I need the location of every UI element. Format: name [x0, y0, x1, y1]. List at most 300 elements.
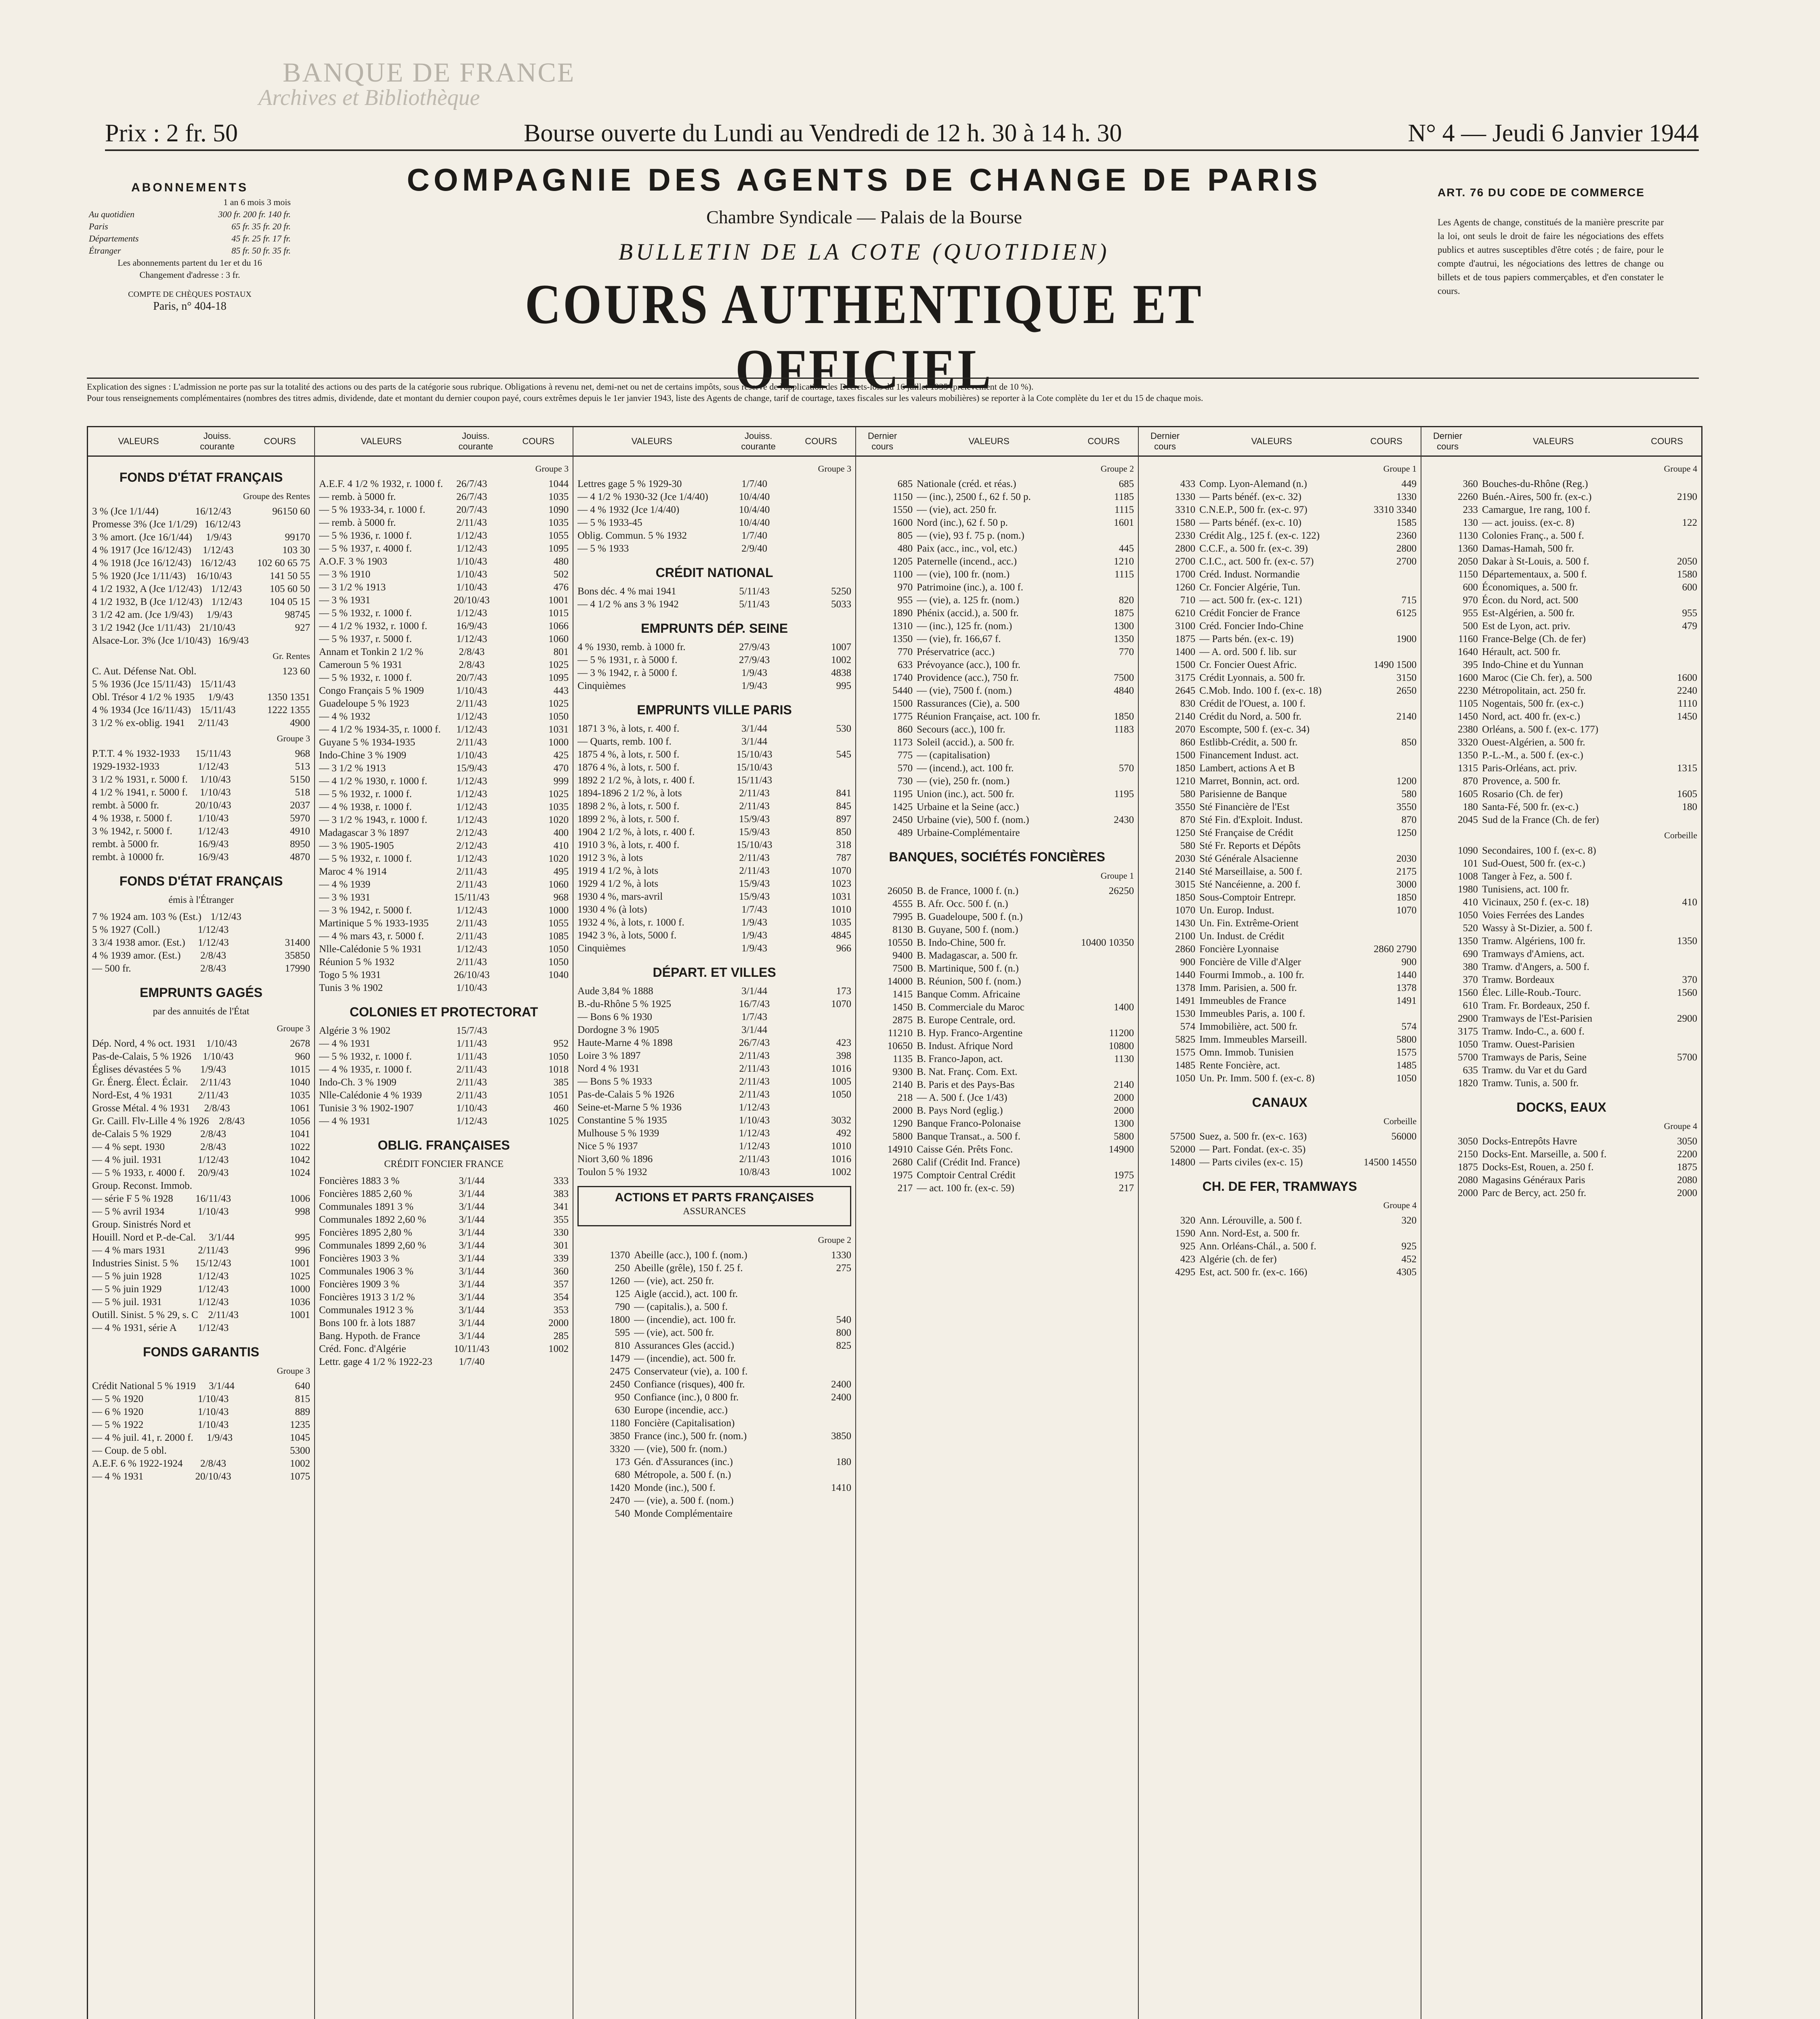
quotation-row	[92, 1179, 310, 1192]
quotation-row	[1425, 491, 1697, 504]
section-subtitle: par des annuités de l'État	[153, 1006, 250, 1017]
previous-price: 680	[615, 1469, 630, 1480]
security-name: Imm. Parisien, a. 500 fr.	[1199, 982, 1297, 993]
previous-price: 8130	[892, 924, 913, 935]
price: 99170	[285, 532, 310, 543]
jouissance-date: 1/10/43	[206, 1038, 237, 1049]
previous-price: 4555	[892, 898, 913, 909]
previous-price: 395	[1463, 659, 1478, 670]
price: 98745	[285, 609, 310, 620]
subscription-row: Étranger 85 fr. 50 fr. 35 fr.	[89, 246, 291, 256]
price: 4910	[290, 826, 310, 837]
jouissance-date: 1/12/43	[456, 789, 487, 800]
security-name: B. Europe Centrale, ord.	[917, 1015, 1016, 1026]
previous-price: 218	[897, 1092, 913, 1103]
security-name: Métropolitain, act. 250 fr.	[1482, 685, 1586, 696]
quotation-row	[92, 557, 310, 570]
security-name: Colonies Franç., a. 500 f.	[1482, 530, 1584, 541]
jouissance-date: 15/11/43	[200, 705, 236, 716]
quotation-row	[1425, 529, 1697, 542]
previous-price: 1980	[1458, 884, 1478, 895]
jouissance-date: 2/8/43	[204, 1103, 230, 1114]
price: 1002	[831, 1167, 852, 1177]
company-name: COMPAGNIE DES AGENTS DE CHANGE DE PARIS	[407, 162, 1322, 197]
price: 410	[1682, 897, 1698, 908]
quotation-row	[92, 609, 310, 621]
price: 180	[836, 1457, 852, 1467]
subscription-row: Départements 45 fr. 25 fr. 17 fr.	[89, 233, 291, 243]
price: 1050	[1396, 1073, 1417, 1084]
security-name: — Part. Fondat. (ex-c. 35)	[1199, 1144, 1306, 1155]
quotation-row	[1425, 814, 1697, 827]
jouissance-date: 10/4/40	[739, 491, 770, 502]
price: 2200	[1677, 1149, 1698, 1160]
group-label: Gr. Rentes	[273, 651, 310, 661]
security-name: Nord (inc.), 62 f. 50 p.	[917, 517, 1008, 528]
previous-price: 1050	[1458, 910, 1478, 921]
price: 285	[553, 1331, 569, 1341]
security-name: Constantine 5 % 1935	[577, 1115, 667, 1126]
quotation-row	[1143, 1266, 1417, 1279]
header-cours: COURS	[264, 436, 296, 446]
header-valeurs: VALEURS	[118, 436, 159, 446]
security-name: Omn. Immob. Tunisien	[1199, 1047, 1294, 1058]
previous-price: 423	[1180, 1254, 1196, 1265]
price: 1605	[1677, 789, 1698, 800]
previous-price: 600	[1463, 582, 1478, 593]
security-name: Aigle (accid.), act. 100 fr.	[634, 1289, 738, 1299]
quotation-row	[1143, 684, 1417, 697]
quotation-row	[577, 1075, 851, 1088]
security-name: — 5 % 1932, r. 1000 f.	[319, 789, 412, 800]
previous-price: 1370	[610, 1250, 630, 1261]
quotation-row	[577, 1101, 851, 1114]
security-name: — (capitalis.), a. 500 f.	[634, 1301, 728, 1312]
quotation-row	[577, 903, 851, 916]
jouissance-date: 1/10/43	[203, 1051, 234, 1062]
jouissance-date: 1/12/43	[197, 1322, 229, 1333]
security-name: Oblig. Commun. 5 % 1932	[577, 530, 687, 541]
jouissance-date: 3/1/44	[459, 1201, 485, 1212]
quotation-row	[92, 1089, 310, 1102]
jouissance-date: 10/4/40	[739, 517, 770, 528]
jouissance-date: 15/11/43	[737, 775, 773, 786]
quotation-row	[577, 516, 851, 529]
column-header	[573, 427, 855, 457]
previous-price: 1479	[610, 1353, 630, 1364]
price	[783, 1275, 851, 1288]
quotation-row	[860, 736, 1134, 749]
security-name: Élec. Lille-Roub.-Tourc.	[1482, 987, 1581, 998]
quotation-row	[860, 1066, 1134, 1079]
price: 1060	[548, 879, 569, 890]
jouissance-date: 2/11/43	[456, 1077, 487, 1088]
quotation-row	[1143, 633, 1417, 646]
security-name: — 5 % 1932, r. 1000 f.	[319, 1051, 412, 1062]
security-name: Urbaine (vie), 500 f. (nom.)	[917, 814, 1029, 825]
price: 1016	[831, 1154, 852, 1165]
security-name: Estlibb-Crédit, a. 500 fr.	[1199, 737, 1298, 748]
quotation-row	[860, 1182, 1134, 1195]
price: 995	[295, 1232, 310, 1243]
security-name: Nlle-Calédonie 4 % 1939	[319, 1090, 422, 1101]
security-name: 4 % 1934 (Jce 16/11/43)	[92, 705, 191, 716]
price: 1025	[290, 1271, 310, 1282]
security-name: Pas-de-Calais 5 % 1926	[577, 1089, 674, 1100]
price	[245, 1218, 310, 1231]
price: 1330	[1396, 491, 1417, 502]
price: 1031	[831, 891, 852, 902]
security-name: Crédit Alg., 125 f. (ex-c. 122)	[1199, 530, 1320, 541]
security-name: 1930 4 %, mars-avril	[577, 891, 663, 902]
security-name: Crédit Lyonnais, a. 500 fr.	[1199, 672, 1305, 683]
price	[1348, 840, 1417, 852]
security-name: Mulhouse 5 % 1939	[577, 1128, 659, 1139]
security-name: Rassurances (Cie), a. 500	[917, 698, 1020, 709]
security-name: Escompte, 500 f. (ex-c. 34)	[1199, 724, 1310, 735]
price	[1348, 1143, 1417, 1156]
jouissance-date: 1/7/40	[741, 479, 768, 489]
price: 1491	[1396, 995, 1417, 1006]
quotation-row	[860, 568, 1134, 581]
jouissance-date: 15/7/43	[456, 1025, 487, 1036]
quotation-row	[1425, 999, 1697, 1012]
quotation-row	[1143, 827, 1417, 840]
bulletin-title: BULLETIN DE LA COTE (QUOTIDIEN)	[618, 239, 1110, 265]
previous-price: 1440	[1175, 970, 1196, 980]
price: 1023	[831, 878, 852, 889]
security-name: Ann. Orléans-Chál., a. 500 f.	[1199, 1241, 1316, 1252]
jouissance-date: 16/9/43	[197, 839, 229, 850]
price: 1450	[1677, 711, 1698, 722]
price: 518	[295, 787, 310, 798]
security-name: — Bons 5 % 1933	[577, 1076, 652, 1087]
security-name: Confiance (risques), 400 fr.	[634, 1379, 745, 1390]
jouissance-date: 20/10/43	[195, 800, 231, 811]
price	[1348, 930, 1417, 943]
jouissance-date: 1/11/43	[456, 1051, 487, 1062]
previous-price: 489	[897, 827, 913, 838]
previous-price: 770	[897, 646, 913, 657]
security-name: — (vie), 500 fr. (nom.)	[634, 1444, 727, 1454]
quotation-row	[1143, 878, 1417, 891]
previous-price: 14000	[887, 976, 913, 987]
quotation-row	[319, 1265, 569, 1278]
jouissance-date: 1/10/43	[456, 982, 487, 993]
quotation-row	[577, 680, 851, 693]
quotation-row	[860, 1117, 1134, 1130]
security-name: Foncières 1909 3 %	[319, 1279, 400, 1290]
jouissance-date: 20/7/43	[456, 672, 487, 683]
jouissance-date: 15/10/43	[736, 749, 773, 760]
security-name: Parc de Bercy, act. 250 fr.	[1482, 1188, 1587, 1198]
previous-price: 1135	[893, 1054, 913, 1064]
section-title: CH. DE FER, TRAMWAYS	[1202, 1179, 1357, 1194]
quotation-row	[577, 852, 851, 865]
jouissance-date: 3/1/44	[741, 1024, 768, 1035]
quotation-row	[1425, 1064, 1697, 1077]
quotation-row	[319, 1089, 569, 1102]
group-label: Groupe 1	[1383, 464, 1417, 474]
previous-price: 1850	[1175, 892, 1196, 903]
quotation-row	[319, 1115, 569, 1128]
security-name: Nord, act. 400 fr. (ex-c.)	[1482, 711, 1581, 722]
previous-price: 710	[1180, 595, 1196, 606]
security-name: Sté Française de Crédit	[1199, 827, 1293, 838]
quotation-row	[577, 1037, 851, 1049]
jouissance-date: 15/11/43	[195, 748, 231, 759]
quotation-row	[860, 1079, 1134, 1091]
quotation-row	[1425, 1012, 1697, 1025]
quotation-row	[577, 929, 851, 942]
previous-price: 2800	[1175, 543, 1196, 554]
previous-price: 830	[1180, 698, 1196, 709]
previous-price: 3015	[1175, 879, 1196, 890]
price: 1042	[290, 1154, 310, 1165]
quotation-row	[1143, 568, 1417, 581]
price: 423	[836, 1037, 852, 1048]
price: 3550	[1396, 802, 1417, 812]
quotation-row	[319, 542, 569, 555]
security-name: — série F 5 % 1928	[92, 1193, 173, 1204]
security-name: 4 1/2 % 1941, r. 5000 f.	[92, 787, 188, 798]
jouissance-date: 3/1/44	[459, 1188, 485, 1199]
price: 640	[295, 1381, 310, 1391]
security-name: Banque Franco-Polonaise	[917, 1118, 1021, 1129]
quotation-row	[577, 1430, 851, 1443]
quotation-row	[1143, 865, 1417, 878]
jouissance-date: 2/11/43	[739, 1063, 770, 1074]
security-name: Réunion Française, act. 100 fr.	[917, 711, 1041, 722]
quotation-row	[1143, 516, 1417, 529]
quotation-row	[1425, 581, 1697, 594]
quotation-row	[1143, 1059, 1417, 1072]
price: 2000	[548, 1318, 569, 1329]
quotation-row	[1425, 922, 1697, 935]
security-name: — 4 % mars 43, r. 5000 f.	[319, 931, 424, 942]
quotation-row	[319, 1239, 569, 1252]
security-name: Tramways de l'Est-Parisien	[1482, 1013, 1593, 1024]
price: 1035	[831, 917, 852, 928]
quotation-row	[1143, 943, 1417, 956]
header-cours: COURS	[1651, 436, 1683, 446]
jouissance-date: 16/11/43	[195, 1193, 231, 1204]
jouissance-date: 5/11/43	[739, 586, 770, 597]
previous-price: 685	[897, 479, 913, 489]
previous-price: 810	[615, 1340, 630, 1351]
security-name: — act. 500 fr. (ex-c. 121)	[1199, 595, 1302, 606]
security-name: 5 % 1927 (Coll.)	[92, 924, 160, 935]
quotation-row	[319, 1102, 569, 1115]
quotation-row	[92, 1322, 310, 1335]
security-name: — (vie), 7500 f. (nom.)	[917, 685, 1012, 696]
price: 2050	[1677, 556, 1698, 567]
price: 1035	[548, 517, 569, 528]
quotation-row	[1425, 883, 1697, 896]
price: 513	[295, 761, 310, 772]
price: 383	[553, 1188, 569, 1199]
security-name: Immobilière, act. 500 fr.	[1199, 1021, 1298, 1032]
section-title: BANQUES, SOCIÉTÉS FONCIÈRES	[889, 850, 1105, 864]
jouissance-date: 2/11/43	[456, 1064, 487, 1075]
price: 530	[836, 723, 852, 734]
jouissance-date: 3/1/44	[459, 1240, 485, 1251]
group-label: Groupe 4	[1664, 1121, 1698, 1131]
previous-price: 2860	[1175, 944, 1196, 955]
price: 1350	[1677, 936, 1698, 947]
previous-price: 500	[1463, 621, 1478, 632]
security-name: — A. 500 f. (Jce 1/43)	[917, 1092, 1008, 1103]
quotation-row	[92, 1444, 310, 1457]
previous-price: 5700	[1458, 1052, 1478, 1063]
quotation-row	[92, 923, 310, 936]
security-name: — (capitalisation)	[917, 750, 990, 761]
quotation-row	[1143, 723, 1417, 736]
quotation-row	[860, 775, 1134, 788]
price: 715	[1401, 595, 1417, 606]
quotation-row	[319, 1200, 569, 1213]
previous-price: 1350	[1458, 750, 1478, 761]
price: 341	[553, 1201, 569, 1212]
price: 173	[836, 986, 852, 997]
quotation-row	[1425, 620, 1697, 633]
previous-price: 1775	[892, 711, 913, 722]
price: 1001	[290, 1258, 310, 1269]
security-name: Nord-Est, 4 % 1931	[92, 1090, 173, 1101]
price: 385	[553, 1077, 569, 1088]
price	[783, 1469, 851, 1482]
quotation-row	[860, 478, 1134, 491]
price: 1110	[1677, 698, 1698, 709]
column-header	[88, 427, 314, 457]
postal-account-number: Paris, n° 404-18	[153, 300, 227, 313]
jouissance-date: 1/12/43	[198, 937, 229, 948]
quotation-row	[92, 505, 310, 518]
price: 1005	[831, 1076, 852, 1087]
security-name: — 4 % 1931	[319, 1116, 371, 1127]
security-name: Indo-Chine 3 % 1909	[319, 750, 406, 761]
security-name: Loire 3 % 1897	[577, 1050, 641, 1061]
security-name: — 4 1/2 % 1930, r. 1000 f.	[319, 776, 428, 787]
previous-price: 540	[615, 1508, 630, 1519]
price	[1629, 504, 1697, 516]
quotation-row	[92, 1393, 310, 1406]
previous-price: 320	[1180, 1215, 1196, 1226]
jouissance-date: 1/10/43	[197, 1206, 229, 1217]
security-name: — 4 % 1932 (Jce 1/4/40)	[577, 504, 680, 515]
security-name: — 5 % juin 1929	[92, 1284, 162, 1295]
price: 787	[836, 852, 852, 863]
quotation-row	[92, 570, 310, 583]
previous-price: 410	[1463, 897, 1478, 908]
jouissance-date: 10/11/43	[454, 1343, 490, 1354]
price: 1001	[290, 1310, 310, 1320]
security-name: Communales 1892 2,60 %	[319, 1214, 426, 1225]
price: 460	[553, 1103, 569, 1114]
jouissance-date: 16/9/43	[197, 852, 229, 863]
quotation-row	[577, 1378, 851, 1391]
jouissance-date: 1/12/43	[739, 1141, 770, 1152]
price: 6125	[1396, 608, 1417, 619]
security-name: Foncière de Ville d'Alger	[1199, 957, 1301, 968]
quotation-row	[577, 890, 851, 903]
security-name: B. Madagascar, a. 500 fr.	[917, 950, 1018, 961]
quotation-row	[860, 1104, 1134, 1117]
security-name: 1894-1896 2 1/2 %, à lots	[577, 788, 682, 799]
previous-price: 1310	[892, 621, 913, 632]
price: 1050	[548, 711, 569, 722]
security-name: 5 % 1920 (Jce 1/11/43)	[92, 571, 186, 581]
quotation-row	[1143, 1227, 1417, 1240]
quotation-row	[860, 1143, 1134, 1156]
previous-price: 180	[1463, 802, 1478, 812]
quotation-row	[1143, 659, 1417, 672]
quotation-row	[319, 684, 569, 697]
quotation-row	[92, 691, 310, 704]
security-name: Docks-Ent. Marseille, a. 500 f.	[1482, 1149, 1607, 1160]
quotation-row	[577, 1314, 851, 1326]
jouissance-date: 3/1/44	[208, 1381, 235, 1391]
previous-price: 2050	[1458, 556, 1478, 567]
security-name: Cr. Foncier Algérie, Tun.	[1199, 582, 1301, 593]
price	[1065, 988, 1134, 1001]
quotation-row	[319, 917, 569, 930]
jouissance-date: 16/10/43	[196, 571, 232, 581]
security-name: B. Guadeloupe, 500 f. (n.)	[917, 911, 1023, 922]
price	[1348, 762, 1417, 775]
security-name: — 5 % juin 1928	[92, 1271, 162, 1282]
jouissance-date: 16/9/43	[218, 635, 249, 646]
security-name: Lambert, actions A et B	[1199, 763, 1295, 774]
price: 1010	[831, 1141, 852, 1152]
column-header	[1139, 427, 1421, 457]
price	[783, 1443, 851, 1456]
price	[241, 1322, 310, 1335]
previous-price: 3310	[1175, 504, 1196, 515]
quotation-row	[319, 504, 569, 516]
jouissance-date: 1/10/43	[456, 582, 487, 593]
price: 1183	[1114, 724, 1134, 735]
jouissance-date: 2/11/43	[456, 517, 487, 528]
quotation-row	[1425, 646, 1697, 659]
previous-price: 955	[897, 595, 913, 606]
group-label: Groupe 4	[1383, 1200, 1417, 1210]
security-name: Assurances Gles (accid.)	[634, 1340, 734, 1351]
quotation-row	[577, 598, 851, 611]
section-title: EMPRUNTS VILLE PARIS	[637, 703, 792, 717]
security-name: — 5 % 1920	[92, 1394, 144, 1404]
header-cours: COURS	[1087, 436, 1120, 446]
security-name: Damas-Hamah, 500 fr.	[1482, 543, 1574, 554]
jouissance-date: 1/12/43	[456, 776, 487, 787]
jouissance-date: 1/9/43	[206, 609, 233, 620]
security-name: — 4 % 1931, série A	[92, 1322, 177, 1333]
security-name: — 4 1/2 % 1930-32 (Jce 1/4/40)	[577, 491, 708, 502]
price	[783, 1352, 851, 1365]
quotation-row	[577, 542, 851, 555]
security-name: Tramways de Paris, Seine	[1482, 1052, 1587, 1063]
previous-price: 775	[897, 750, 913, 761]
price: 955	[1682, 608, 1698, 619]
security-name: — 4 % 1935, r. 1000 f.	[319, 1064, 412, 1075]
security-name: Ann. Nord-Est, a. 500 fr.	[1199, 1228, 1300, 1239]
jouissance-date: 1/10/43	[200, 774, 231, 785]
previous-price: 1875	[1458, 1162, 1478, 1173]
security-name: B. Franco-Japon, act.	[917, 1054, 1003, 1064]
price: 1185	[1114, 491, 1134, 502]
price: 1050	[831, 1089, 852, 1100]
quotation-row	[92, 665, 310, 678]
